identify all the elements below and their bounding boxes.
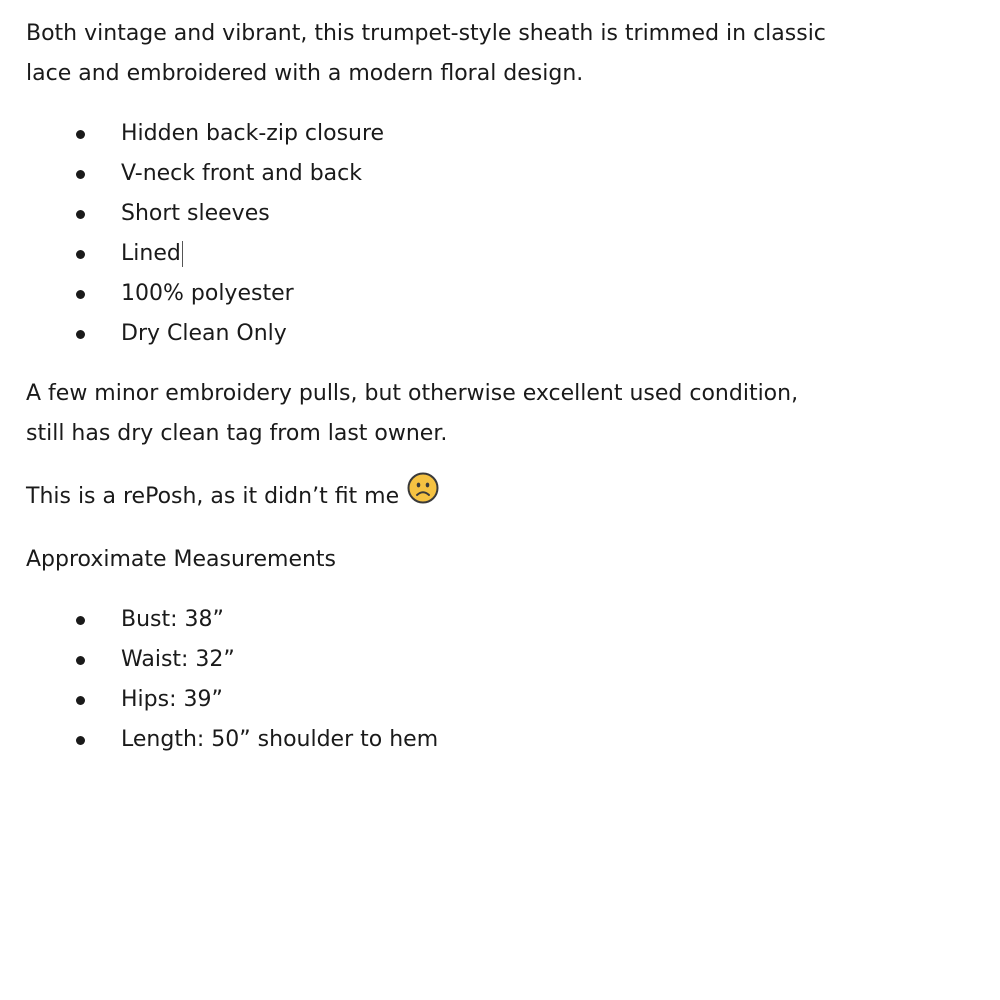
- bullet-icon: [76, 696, 85, 705]
- bullet-icon: [76, 736, 85, 745]
- bullet-icon: [76, 250, 85, 259]
- condition-line-1: A few minor embroidery pulls, but otherwise excellent used condition,: [26, 381, 799, 406]
- reposh-paragraph: [26, 474, 926, 520]
- bullet-icon: [76, 290, 85, 299]
- bullet-icon: [76, 210, 85, 219]
- measurements-list: [26, 600, 926, 760]
- list-item: Length: 50” shoulder to hem: [26, 720, 926, 760]
- list-item: V-neck front and back: [26, 154, 926, 194]
- measurements-heading: Approximate Measurements: [26, 547, 337, 572]
- list-item: Hips: 39”: [26, 680, 926, 720]
- condition-paragraph: [26, 374, 926, 454]
- intro-line-2: lace and embroidered with a modern floral design.: [26, 61, 584, 86]
- bullet-icon: [76, 130, 85, 139]
- intro-line-1: Both vintage and vibrant, this trumpet-style sheath is trimmed in classic: [26, 21, 826, 46]
- bullet-icon: [76, 170, 85, 179]
- list-item: 100% polyester: [26, 274, 926, 314]
- list-item: Hidden back-zip closure: [26, 114, 926, 154]
- condition-line-2: still has dry clean tag from last owner.: [26, 421, 448, 446]
- list-item: Bust: 38”: [26, 600, 926, 640]
- bullet-icon: [76, 330, 85, 339]
- reposh-text: This is a rePosh, as it didn’t fit me: [26, 484, 400, 509]
- list-item: Dry Clean Only: [26, 314, 926, 354]
- list-item: Waist: 32”: [26, 640, 926, 680]
- features-list: [26, 114, 926, 354]
- intro-paragraph: [26, 14, 926, 94]
- list-item: Short sleeves: [26, 194, 926, 234]
- bullet-icon: [76, 616, 85, 625]
- bullet-icon: [76, 656, 85, 665]
- text-cursor: [182, 241, 183, 267]
- frowning-face-icon: [407, 472, 439, 518]
- document-body[interactable]: [26, 14, 926, 760]
- list-item: Lined: [26, 234, 926, 274]
